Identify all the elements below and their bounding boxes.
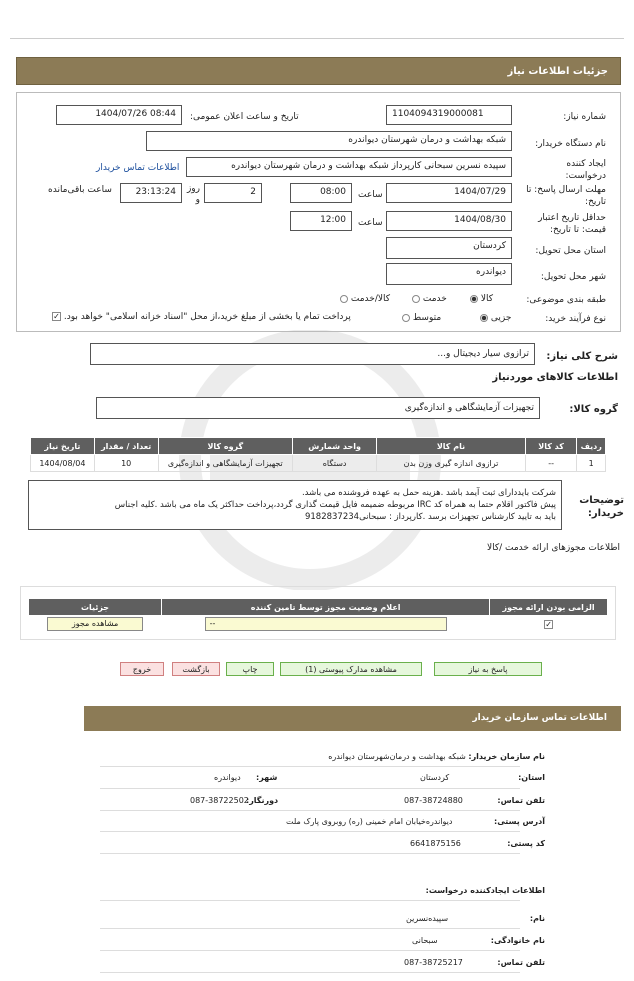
contact-city-label xyxy=(256,773,277,782)
creator-info-title xyxy=(426,886,545,895)
back-button[interactable]: بازگشت xyxy=(172,662,220,676)
col-permit-details: جزئیات xyxy=(29,599,162,616)
contact-postal-value: 6641875156 xyxy=(410,839,461,848)
validity-date-field: 1404/08/30 xyxy=(386,211,512,231)
table-row xyxy=(31,455,606,472)
need-number-label: شماره نیاز: xyxy=(563,112,606,122)
col-permit-status: اعلام وضعیت مجوز توسط تامین کننده xyxy=(162,599,490,616)
cell-permit-status xyxy=(162,616,490,633)
creator-family-label xyxy=(491,936,545,945)
validity-label: حداقل تاریخ اعتبار قیمت: تا تاریخ: xyxy=(538,213,606,235)
contact-org-row xyxy=(328,752,545,761)
announce-date-field: 1404/07/26 08:44 xyxy=(56,105,182,125)
col-group: گروه کالا xyxy=(158,438,293,455)
cat-goods-text: کالا xyxy=(480,294,494,304)
checkbox-checked-icon: ✓ xyxy=(545,619,552,629)
contact-fax-label-text: دورنگار: xyxy=(246,796,279,805)
creator-family-label-text: نام خانوادگی: xyxy=(490,936,545,945)
reply-to-need-button[interactable]: پاسخ به نیاز xyxy=(434,662,542,676)
reply-time-label: ساعت xyxy=(358,190,383,200)
process-label: نوع فرآیند خرید: xyxy=(545,314,606,324)
process-medium-text: متوسط xyxy=(412,313,442,323)
remaining-label: ساعت باقی‌مانده xyxy=(48,185,112,195)
creator-family-value: سبحانی xyxy=(412,936,438,945)
page-title: جزئیات اطلاعات نیاز xyxy=(16,57,621,85)
contact-city-value: دیواندره xyxy=(214,773,241,782)
col-permit-required: الزامی بودن ارائه مجوز xyxy=(490,599,608,616)
contact-address-label-text: آدرس پستی: xyxy=(494,817,545,826)
divider xyxy=(100,853,520,854)
province-field: کردستان xyxy=(386,237,512,259)
divider xyxy=(100,810,520,811)
city-label: شهر محل تحویل: xyxy=(540,272,606,282)
buyer-notes-line-1: شرکت بایددارای ثبت آیمد باشد .هزینه حمل به عهده فروشنده می باشد. xyxy=(301,488,556,498)
remaining-time-field: 23:13:24 xyxy=(120,183,182,203)
payment-note xyxy=(52,312,351,322)
cell-date: 1404/08/04 xyxy=(31,455,95,472)
category-goods-service-option[interactable] xyxy=(340,294,390,304)
cat-service-text: خدمت xyxy=(422,294,447,304)
view-attachments-button[interactable]: مشاهده مدارک پیوستی (1) xyxy=(280,662,422,676)
creator-name-value: سپیده‌نسرین xyxy=(406,914,449,923)
col-row: ردیف xyxy=(577,438,606,455)
divider xyxy=(100,766,520,767)
contact-address-value: دیواندره‌خیابان امام خمینی (ره) روبروی پارک ملت xyxy=(286,817,453,826)
contact-postal-label xyxy=(507,839,545,848)
checkbox-checked-icon[interactable]: ✓ xyxy=(53,312,60,321)
creator-field: سپیده نسرین سبحانی کارپرداز شبکه بهداشت و درمان شهرستان دیواندره xyxy=(186,157,512,177)
goods-group-field: تجهیزات آزمایشگاهی و اندازه‌گیری xyxy=(96,397,540,419)
divider xyxy=(100,972,520,973)
cell-row: 1 xyxy=(577,455,606,472)
cell-qty: 10 xyxy=(94,455,158,472)
cat-goods-service-text: کالا/خدمت xyxy=(350,294,391,304)
radio-icon xyxy=(402,314,410,322)
category-label: طبقه بندی موضوعی: xyxy=(526,295,606,305)
reply-time-field: 08:00 xyxy=(290,183,352,203)
category-goods-option[interactable] xyxy=(470,294,493,304)
cell-permit-details xyxy=(29,616,162,633)
buyer-notes-label: توضیحات خریدار: xyxy=(579,495,624,519)
process-medium-option[interactable] xyxy=(402,313,441,323)
view-permit-button[interactable]: مشاهده مجوز xyxy=(47,617,143,631)
radio-icon xyxy=(340,295,348,303)
cell-name: ترازوی اندازه گیری وزن بدن xyxy=(377,455,526,472)
radio-icon xyxy=(412,295,420,303)
radio-selected-icon xyxy=(480,314,488,322)
buyer-notes-box xyxy=(28,480,562,530)
creator-label: ایجاد کننده درخواست: xyxy=(565,159,606,181)
divider xyxy=(100,900,520,901)
buyer-contact-link[interactable]: اطلاعات تماس خریدار xyxy=(96,163,180,173)
contact-phone-label xyxy=(497,796,545,805)
top-divider xyxy=(10,38,624,39)
announce-label: تاریخ و ساعت اعلان عمومی: xyxy=(190,112,299,122)
reply-date-field: 1404/07/29 xyxy=(386,183,512,203)
province-label: استان محل تحویل: xyxy=(535,246,606,256)
creator-phone-label-text: تلفن تماس: xyxy=(497,958,545,967)
creator-name-label xyxy=(530,914,545,923)
divider xyxy=(100,950,520,951)
col-name: نام کالا xyxy=(377,438,526,455)
exit-button[interactable]: خروج xyxy=(120,662,164,676)
goods-info-title: اطلاعات کالاهای موردنیاز xyxy=(492,372,618,383)
print-button[interactable]: چاپ xyxy=(226,662,274,676)
payment-note-text: پرداخت تمام یا بخشی از مبلغ خرید،از محل "اسناد خزانه اسلامی" خواهد بود. xyxy=(63,312,351,322)
radio-selected-icon xyxy=(470,295,478,303)
contact-province-value: کردستان xyxy=(420,773,450,782)
goods-table xyxy=(30,437,606,472)
category-service-option[interactable] xyxy=(412,294,447,304)
need-number-field: 1104094319000081 xyxy=(386,105,512,125)
cell-code: -- xyxy=(525,455,577,472)
contact-phone-label-text: تلفن تماس: xyxy=(497,796,545,805)
contact-org-value: شبکه بهداشت و درمان‌شهرستان دیواندره xyxy=(328,752,466,761)
cell-group: تجهیزات آزمایشگاهی و اندازه‌گیری xyxy=(158,455,293,472)
buyer-org-field: شبکه بهداشت و درمان شهرستان دیواندره xyxy=(146,131,512,151)
cell-unit: دستگاه xyxy=(293,455,377,472)
creator-phone-label xyxy=(497,958,545,967)
buyer-notes-line-2: پیش فاکتور اقلام حتما به همراه کد IRC مربوطه ضمیمه فایل قیمت گذاری گردد،پرداخت حداکثر یک ماه می باشد .کلیه اجناس xyxy=(114,500,556,510)
summary-label: شرح کلی نیاز: xyxy=(546,351,618,362)
creator-name-label-text: نام: xyxy=(529,914,545,923)
goods-group-label: گروه کالا: xyxy=(569,404,618,415)
col-code: کد کالا xyxy=(525,438,577,455)
divider xyxy=(100,831,520,832)
contact-postal-label-text: کد پستی: xyxy=(507,839,545,848)
permits-table xyxy=(28,598,608,632)
contact-section-title: اطلاعات تماس سازمان خریدار xyxy=(84,706,621,731)
creator-info-title-text: اطلاعات ایجادکننده درخواست: xyxy=(425,886,545,895)
divider xyxy=(100,928,520,929)
contact-fax-value: 087-38722502 xyxy=(190,796,249,805)
divider xyxy=(100,788,520,789)
contact-province-label xyxy=(518,773,545,782)
col-date: تاریخ نیاز xyxy=(31,438,95,455)
col-unit: واحد شمارش xyxy=(293,438,377,455)
reply-deadline-label: مهلت ارسال پاسخ: تا تاریخ: xyxy=(526,185,606,207)
validity-time-field: 12:00 xyxy=(290,211,352,231)
process-partial-option[interactable] xyxy=(480,313,511,323)
contact-city-label-text: شهر: xyxy=(256,773,278,782)
days-field: 2 xyxy=(204,183,262,203)
cell-permit-required xyxy=(490,616,608,633)
summary-field: ترازوی سیار دیجیتال و... xyxy=(90,343,535,365)
contact-phone-value: 087-38724880 xyxy=(404,796,463,805)
contact-org-label: نام سازمان خریدار: xyxy=(468,752,545,761)
contact-province-label-text: استان: xyxy=(518,773,545,782)
process-partial-text: جزیی xyxy=(490,313,512,323)
permit-status-field[interactable]: -- xyxy=(205,617,447,631)
days-label: روز و xyxy=(186,184,200,205)
col-qty: تعداد / مقدار xyxy=(94,438,158,455)
buyer-org-label: نام دستگاه خریدار: xyxy=(535,139,606,149)
contact-fax-label xyxy=(246,796,278,805)
buyer-notes-line-3: باید به تایید کارشناس تجهیزات برسد .کارپرداز : سبحانی9182837234 xyxy=(304,512,556,522)
table-row xyxy=(29,616,608,633)
creator-phone-value: 087-38725217 xyxy=(404,958,463,967)
contact-address-label xyxy=(494,817,545,826)
validity-time-label: ساعت xyxy=(358,218,383,228)
permits-title: اطلاعات مجوزهای ارائه خدمت /کالا xyxy=(486,543,620,553)
city-field: دیواندره xyxy=(386,263,512,285)
